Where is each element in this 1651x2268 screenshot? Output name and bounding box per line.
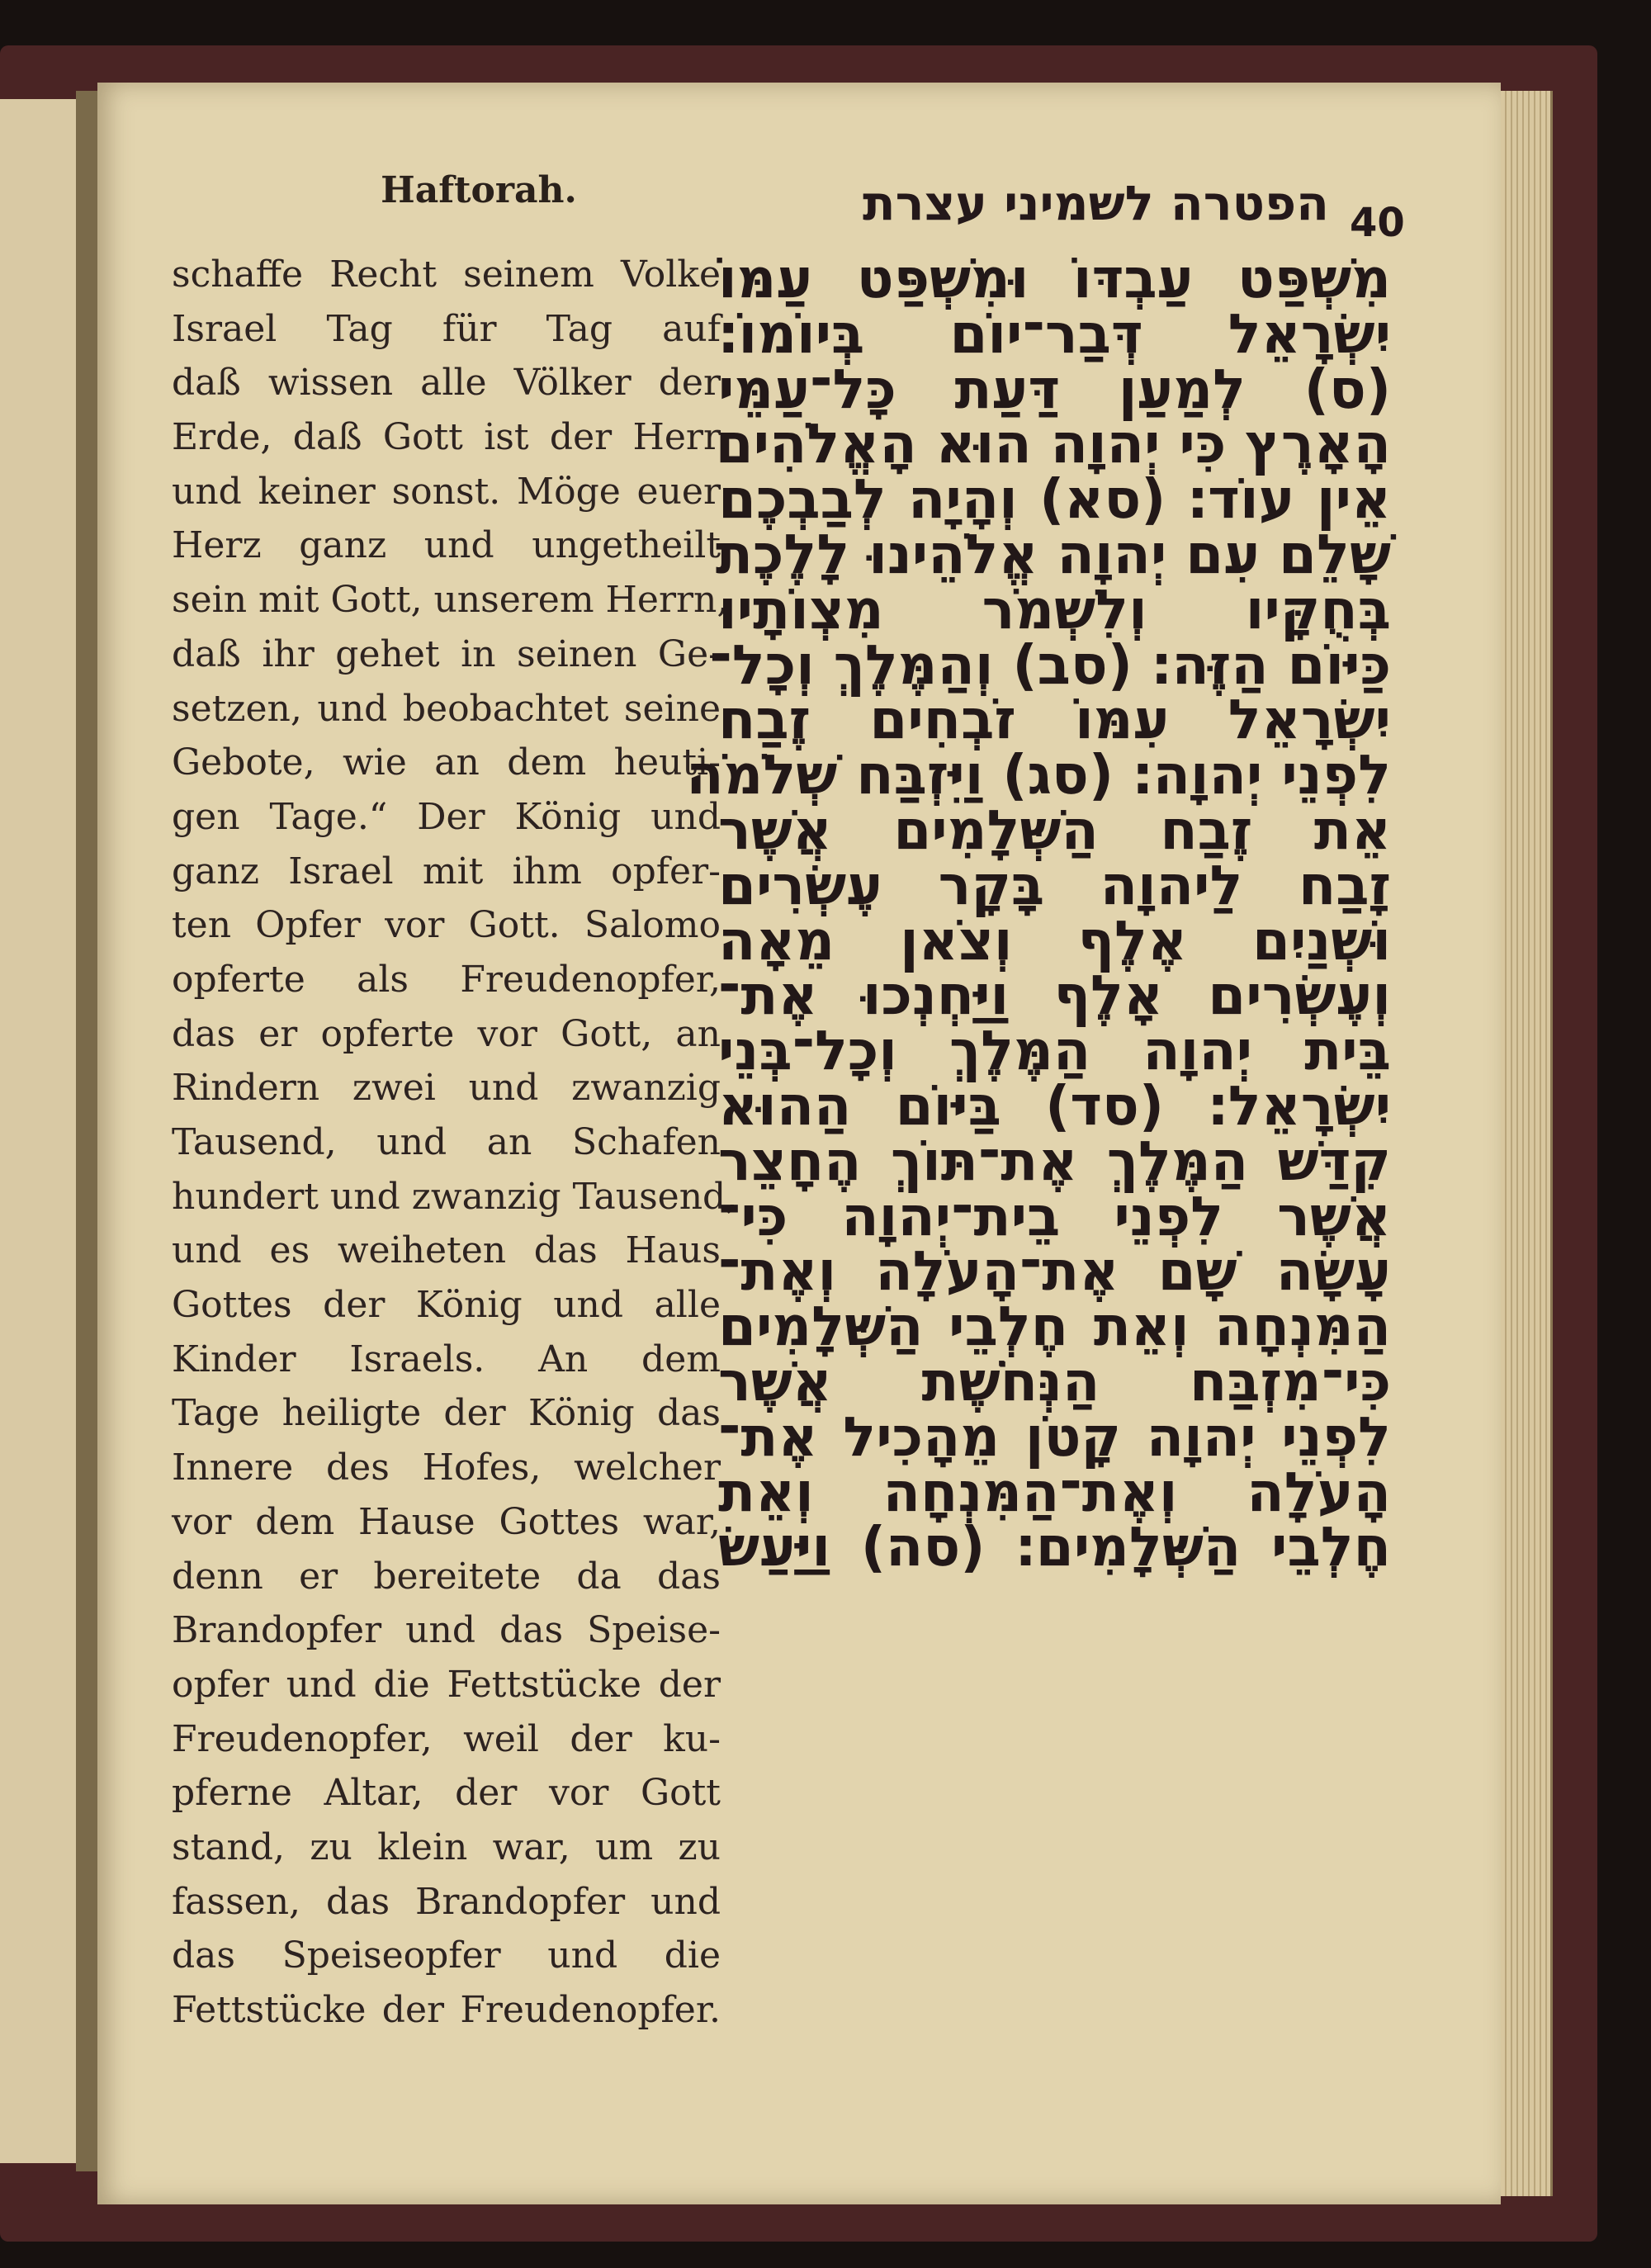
hebrew-text-column <box>686 247 1391 1579</box>
hebrew-text-line: מִשְׁפַּט עַבְדּוֹ וּמִשְׁפַּט עַמּוֹ <box>718 247 1391 310</box>
hebrew-text-line: וּשְׁנַיִם אֶלֶף וְצֹאן מֵאָה <box>718 908 1391 973</box>
german-text-line: und keiner sonst. Möge euer <box>172 470 721 513</box>
hebrew-text-line: לִפְנֵי יְהוָה׃ (סג) וַיִּזְבַּח שְׁלֹמֹה <box>686 743 1391 807</box>
hebrew-text-line: קִדַּשׁ הַמֶּלֶךְ אֶת־תּוֹךְ הֶחָצֵר <box>718 1129 1391 1193</box>
hebrew-text-line: אֵין עוֹד׃ (סא) וְהָיָה לְבַבְכֶם <box>718 467 1391 532</box>
german-text-line: ten Opfer vor Gott. Salomo <box>172 904 721 947</box>
page-number: 40 <box>1350 200 1405 246</box>
hebrew-text-line: וְעֶשְׂרִים אָלֶף וַיַּחְנְכוּ אֶת־ <box>718 964 1391 1028</box>
german-text-line: hundert und zwanzig Tausend, <box>172 1175 738 1218</box>
hebrew-text-line: זָבַח לַיהוָה בָּקָר עֶשְׂרִים <box>718 853 1391 917</box>
hebrew-text-line: כַּיּוֹם הַזֶּה׃ (סב) וְהַמֶּלֶךְ וְכָל־ <box>709 632 1391 697</box>
hebrew-text-line: בְּחֻקָּיו וְלִשְׁמֹר מִצְוֹתָיו <box>718 577 1391 642</box>
hebrew-text-line: יִשְׂרָאֵל דְּבַר־יוֹם בְּיוֹמוֹ׃ <box>718 301 1391 366</box>
german-text-line: denn er bereitete da das <box>172 1555 721 1598</box>
german-text-line: stand, zu klein war, um zu <box>172 1825 721 1868</box>
hebrew-text-line: לִפְנֵי יְהוָה קָטֹן מֵהָכִיל אֶת־ <box>718 1404 1391 1469</box>
german-text-line: opfer und die Fettstücke der <box>172 1663 721 1706</box>
hebrew-text-line: אֵת זֶבַח הַשְּׁלָמִים אֲשֶׁר <box>718 798 1391 862</box>
hebrew-text-line: חֶלְבֵי הַשְּׁלָמִים׃ (סה) וַיַּעַשׂ <box>718 1515 1391 1579</box>
german-text-line: Gottes der König und alle <box>172 1284 721 1327</box>
german-text-line: daß ihr gehet in seinen Ge- <box>172 632 721 675</box>
hebrew-text-line: כִּי־מִזְבַּח הַנְּחֹשֶׁת אֲשֶׁר <box>718 1349 1391 1413</box>
running-head-hebrew: הפטרה לשמיני עצרת <box>862 175 1329 231</box>
german-text-line: pferne Altar, der vor Gott <box>172 1772 721 1815</box>
page-edge-stack <box>1501 91 1553 2196</box>
german-text-line: Brandopfer und das Speise- <box>172 1609 721 1652</box>
german-text-line: Freudenopfer, weil der ku- <box>172 1717 721 1760</box>
german-text-line: Erde, daß Gott ist der Herr <box>172 416 721 459</box>
german-text-line: daß wissen alle Völker der <box>172 362 721 405</box>
german-text-line: setzen, und beobachtet seine <box>172 687 721 730</box>
german-text-line: vor dem Hause Gottes war, <box>172 1500 721 1543</box>
german-text-line: Rindern zwei und zwanzig <box>172 1067 721 1110</box>
german-text-line: gen Tage.“ Der König und <box>172 795 721 838</box>
hebrew-text-line: (ס) לְמַעַן דַּעַת כָּל־עַמֵּי <box>718 357 1391 421</box>
german-text-line: das Speiseopfer und die <box>172 1934 721 1977</box>
german-text-line: sein mit Gott, unserem Herrn, <box>172 579 729 622</box>
hebrew-text-line: בֵּית יְהוָה הַמֶּלֶךְ וְכָל־בְּנֵי <box>718 1019 1391 1083</box>
german-text-line: Kinder Israels. An dem <box>172 1338 721 1380</box>
hebrew-text-line: אֲשֶׁר לִפְנֵי בֵית־יְהוָה כִּי־ <box>718 1184 1391 1248</box>
hebrew-text-line: יִשְׂרָאֵל׃ (סד) בַּיּוֹם הַהוּא <box>718 1073 1391 1138</box>
german-text-line: Innere des Hofes, welcher <box>172 1447 721 1489</box>
german-text-line: schaffe Recht seinem Volke <box>172 253 721 296</box>
hebrew-text-line: יִשְׂרָאֵל עִמּוֹ זֹבְחִים זֶבַח <box>718 688 1391 752</box>
german-text-line: Tausend, und an Schafen <box>172 1121 721 1163</box>
hebrew-text-line: הַמִּנְחָה וְאֵת חֶלְבֵי הַשְּׁלָמִים <box>718 1295 1391 1359</box>
running-head-german: Haftorah. <box>381 169 577 211</box>
german-text-line: ganz Israel mit ihm opfer- <box>172 850 721 893</box>
hebrew-text-line: שָׁלֵם עִם יְהוָה אֱלֹהֵינוּ לָלֶכֶת <box>715 522 1391 586</box>
german-translation-column <box>172 248 738 2038</box>
hebrew-text-line: הָעֹלָה וְאֶת־הַמִּנְחָה וְאֵת <box>718 1460 1391 1524</box>
german-text-line: Israel Tag für Tag auf <box>172 307 721 350</box>
german-text-line: Gebote, wie an dem heuti- <box>172 741 721 784</box>
hebrew-text-line: עָשָׂה שָׁם אֶת־הָעֹלָה וְאֶת־ <box>718 1239 1391 1304</box>
facing-page-edge <box>0 99 78 2163</box>
german-text-line: Fettstücke der Freudenopfer. <box>172 1989 721 2031</box>
german-text-line: fassen, das Brandopfer und <box>172 1880 721 1923</box>
hebrew-text-line: הָאָרֶץ כִּי יְהוָה הוּא הָאֱלֹהִים <box>715 412 1391 476</box>
german-text-line: Tage heiligte der König das <box>172 1392 721 1435</box>
german-text-line: das er opferte vor Gott, an <box>172 1012 721 1055</box>
german-text-line: opferte als Freudenopfer, <box>172 958 721 1001</box>
german-text-line: und es weiheten das Haus <box>172 1229 721 1272</box>
german-text-line: Herz ganz und ungetheilt <box>172 524 721 567</box>
